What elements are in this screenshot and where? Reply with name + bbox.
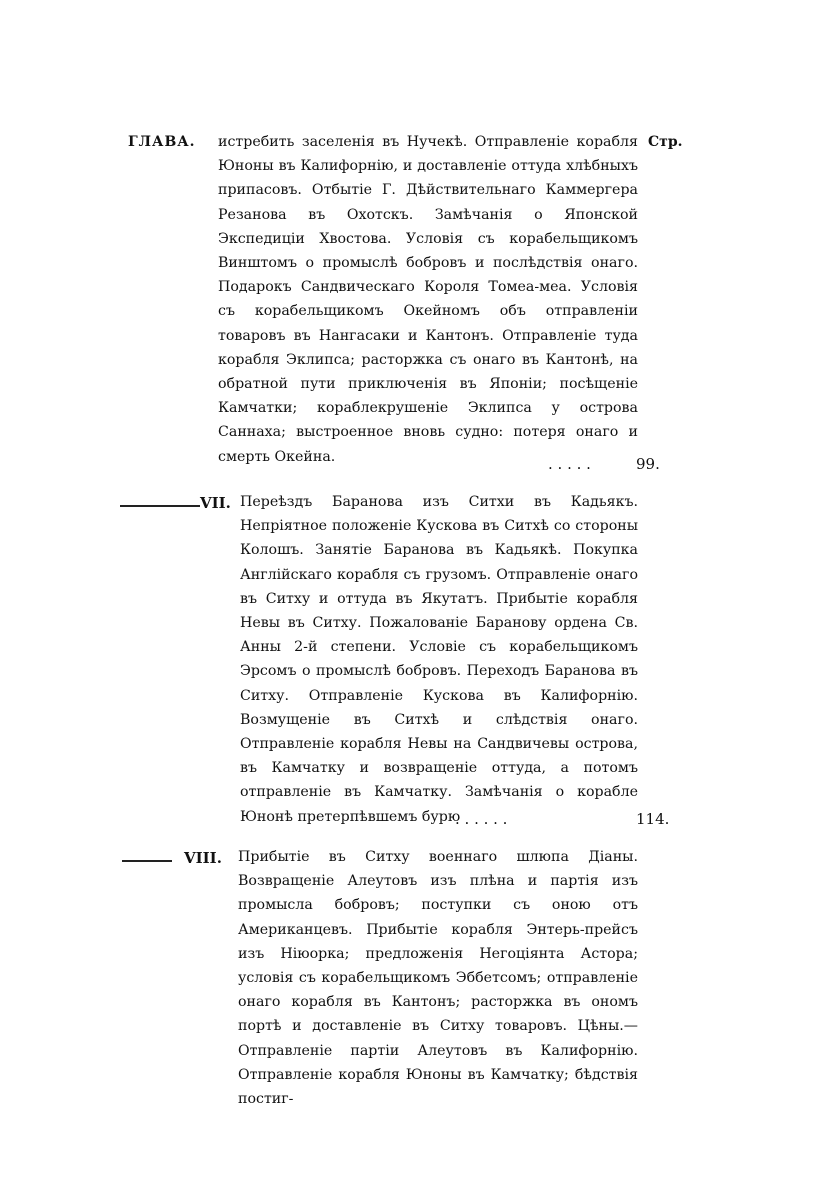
chapter-number: VII. (200, 494, 231, 512)
entry-page-number: 114. (636, 810, 670, 828)
entry-dots: . . . . . (548, 455, 591, 473)
chapter-number: VIII. (184, 849, 222, 867)
entry-text: Переѣздъ Баранова изъ Ситхи въ Кадьякъ. Непріятное положеніе Кускова въ Ситхѣ со стороны Колошъ. Занятіе Баранова въ Кадьякѣ. Покупка Англійскаго корабля съ грузомъ. Отправленіе онаго въ Ситху и оттуда въ Якутатъ. Прибытіе корабля Невы въ Ситху. Пожалованіе Баранову ордена Св. Анны 2-й степени. Условіе съ корабельщикомъ Эрсомъ о промыслѣ бобровъ. Переходъ Баранова въ Ситху. Отправленіе Кускова въ Калифорнію. Возмущеніе въ Ситхѣ и слѣдствія онаго. Отправленіе корабля Невы на Сандвичевы острова, въ Камчатку и возвращеніе оттуда, а потомъ отправленіе въ Камчатку. Замѣчанія о корабле Юнонѣ претерпѣвшемъ бурю (240, 494, 638, 825)
entry-dots: . . . . . . (455, 810, 508, 828)
entry-text: истребить заселенія въ Нучекѣ. Отправленіе корабля Юноны въ Калифорнію, и доставленіе оттуда хлѣбныхъ припасовъ. Отбытіе Г. Дѣйствительнаго Каммергера Резанова въ Охотскъ. Замѣчанія о Японской Экспедиціи Хвостова. Условія съ корабельщикомъ Винштомъ о промыслѣ бобровъ и послѣдствія онаго. Подарокъ Сандвическаго Короля Томеа-меа. Условія съ корабельщикомъ Окейномъ объ отправленіи товаровъ въ Нангасаки и Кантонъ. Отправленіе туда корабля Эклипса; расторжка съ онаго въ Кантонѣ, на обратной пути приключенія въ Японіи; посѣщеніе Камчатки; кораблекрушеніе Эклипса у острова Саннаха; выстроенное вновь судно: потеря онаго и смерть Окейна. (218, 134, 638, 465)
chapter-column-header: ГЛАВА. (128, 134, 196, 150)
page-column-header: Стр. (648, 134, 683, 150)
entry-text: Прибытіе въ Ситху военнаго шлюпа Діаны. Возвращеніе Алеутовъ изъ плѣна и партія изъ промысла бобровъ; поступки съ оною отъ Американцевъ. Прибытіе корабля Энтерь-прейсъ изъ Ніюорка; предложенія Негоціянта Астора; условія съ корабельщикомъ Эббетсомъ; отправленіе онаго корабля въ Кантонъ; расторжка въ ономъ портѣ и доставленіе въ Ситху товаровъ. Цѣны.—Отправленіе партіи Алеутовъ въ Калифорнію. Отправленіе корабля Юноны въ Камчатку; бѣдствія постиг- (238, 849, 638, 1108)
leader-line (122, 860, 172, 862)
entry-page-number: 99. (636, 455, 660, 473)
leader-line (120, 505, 200, 507)
